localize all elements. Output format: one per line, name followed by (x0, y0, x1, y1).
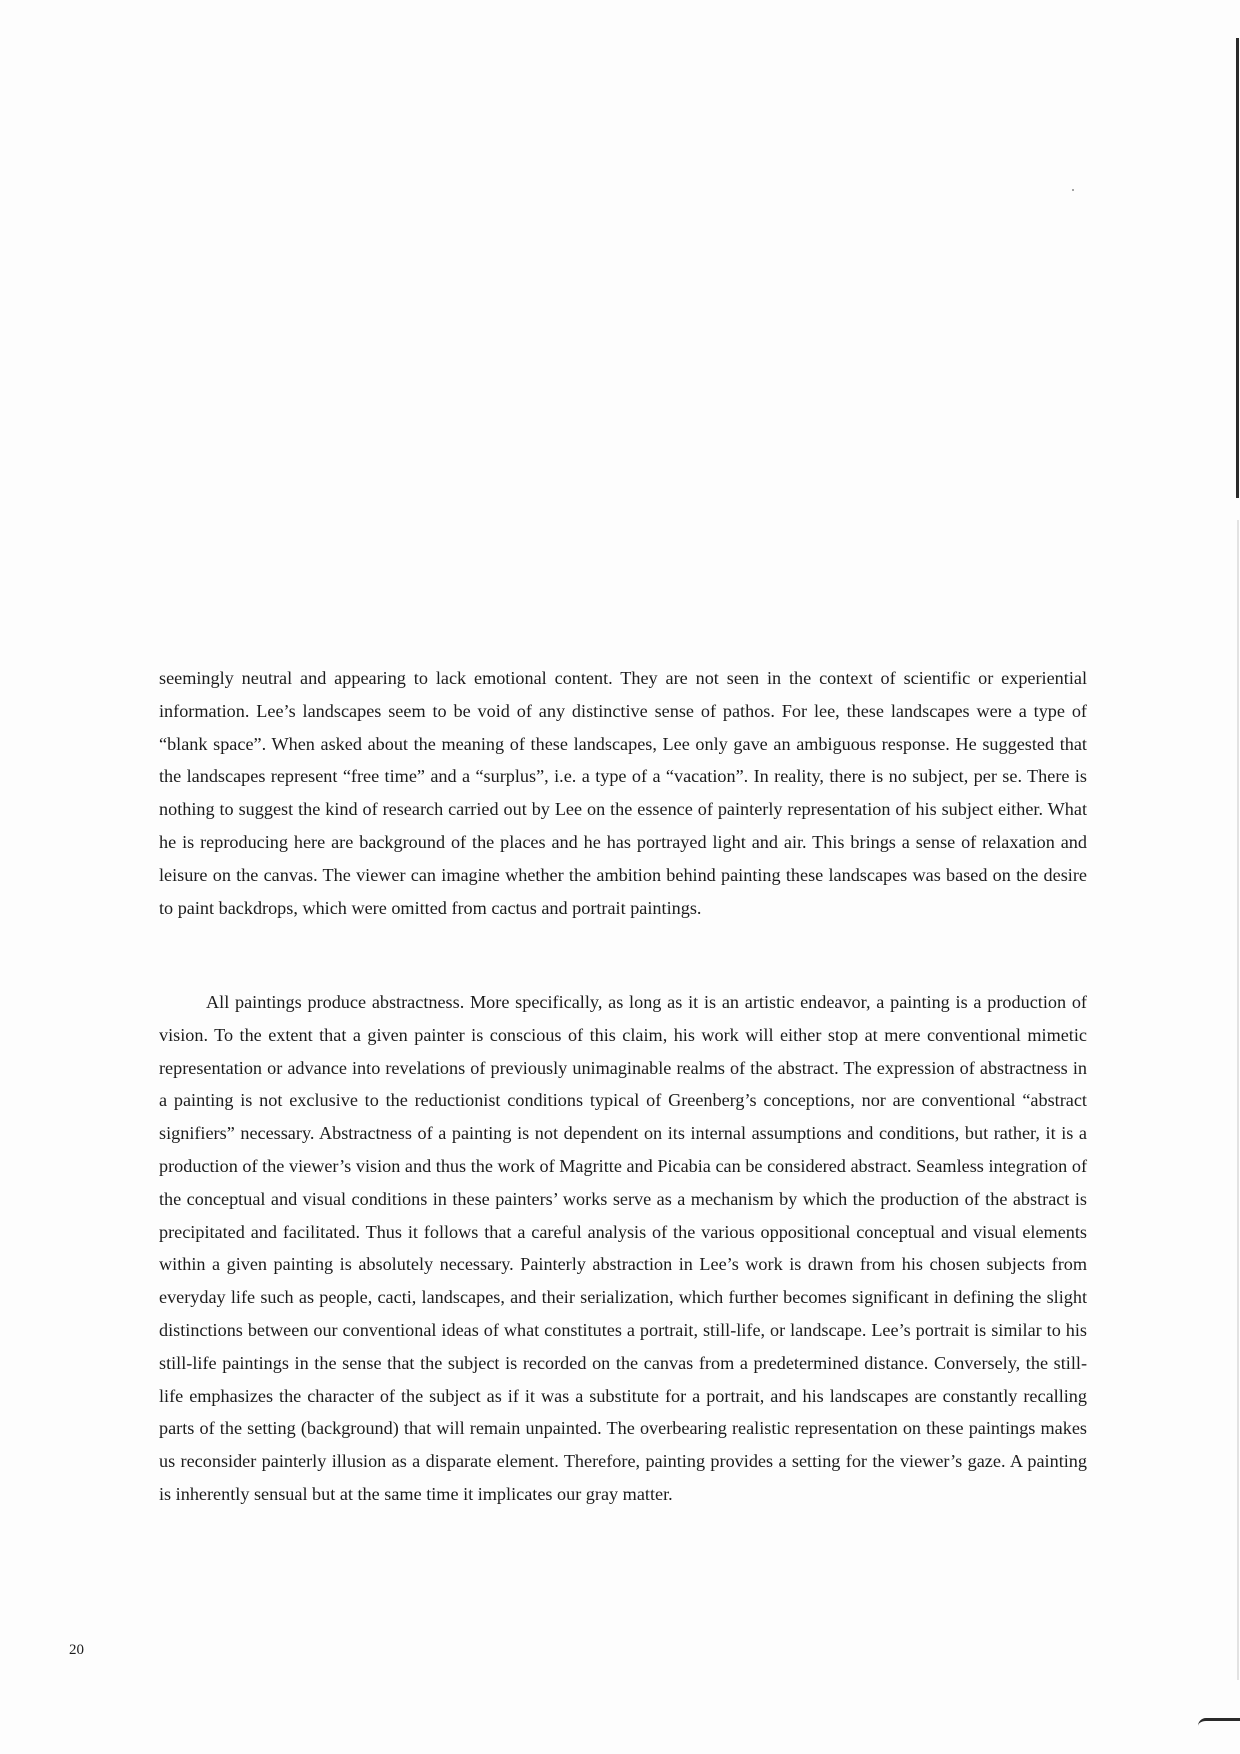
body-paragraph-1: seemingly neutral and appearing to lack emotional content. They are not seen in the context of scientific or experiential information. Lee’s landscapes seem to be void of any distinctive sense of pathos. For lee, these landscapes were a type of “blank space”. When asked about the meaning of these landscapes, Lee only gave an ambiguous response. He suggested that the landscapes represent “free time” and a “surplus”, i.e. a type of a “vacation”. In reality, there is no subject, per se. There is nothing to suggest the kind of research carried out by Lee on the essence of painterly representation of his subject either. What he is reproducing here are background of the places and he has portrayed light and air. This brings a sense of relaxation and leisure on the canvas. The viewer can imagine whether the ambition behind painting these landscapes was based on the desire to paint backdrops, which were omitted from cactus and portrait paintings. (159, 668, 1087, 918)
scan-speck (1072, 189, 1074, 191)
body-paragraph-2: All paintings produce abstractness. More specifically, as long as it is an artistic endeavor, a painting is a production of vision. To the extent that a given painter is conscious of this claim, his work will either stop at mere conventional mimetic representation or advance into revelations of previously unimaginable realms of the abstract. The expression of abstractness in a painting is not exclusive to the reductionist conditions typical of Greenberg’s conceptions, nor are conventional “abstract signifiers” necessary. Abstractness of a painting is not dependent on its internal assumptions and conditions, but rather, it is a production of the viewer’s vision and thus the work of Magritte and Picabia can be considered abstract. Seamless integration of the conceptual and visual conditions in these painters’ works serve as a mechanism by which the production of the abstract is precipitated and facilitated. Thus it follows that a careful analysis of the various oppositional conceptual and visual elements within a given painting is absolutely necessary. Painterly abstraction in Lee’s work is drawn from his chosen subjects from everyday life such as people, cacti, landscapes, and their serialization, which further becomes significant in defining the slight distinctions between our conventional ideas of what constitutes a portrait, still-life, or landscape. Lee’s portrait is similar to his still-life paintings in the sense that the subject is recorded on the canvas from a predetermined distance. Conversely, the still-life emphasizes the character of the subject as if it was a substitute for a portrait, and his landscapes are constantly recalling parts of the setting (background) that will remain unpainted. The overbearing realistic representation on these paintings makes us reconsider painterly illusion as a disparate element. Therefore, painting provides a setting for the viewer’s gaze. A painting is inherently sensual but at the same time it implicates our gray matter. (159, 992, 1087, 1504)
page-edge-line (1237, 520, 1239, 1680)
page-edge-curl (1198, 1718, 1240, 1726)
page-number: 20 (69, 1642, 84, 1658)
page-edge-shadow (1236, 38, 1239, 498)
